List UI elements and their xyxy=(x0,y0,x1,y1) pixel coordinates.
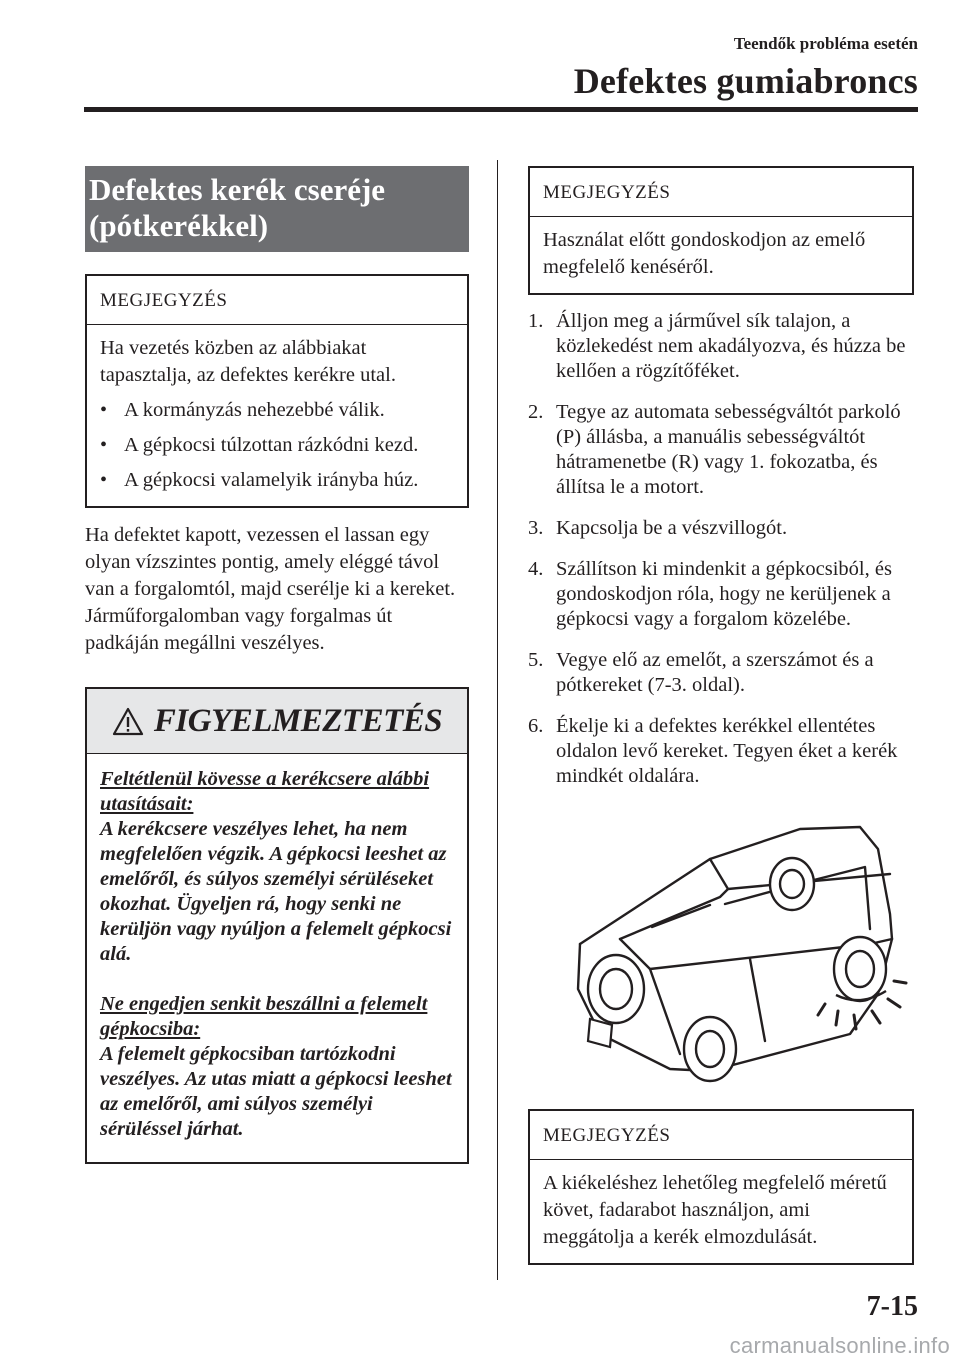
warning-box xyxy=(85,687,469,1164)
note-body: A kiékeléshez lehetőleg megfelelő méretű követ, fadarabot használjon, ami meggátolja a kerék elmozdulását. xyxy=(543,1172,887,1248)
bullet-text: A gépkocsi valamelyik irányba húz. xyxy=(124,469,419,491)
note-box-jack xyxy=(528,166,914,295)
warning-header xyxy=(87,689,467,754)
bullet-dot-icon: • xyxy=(100,399,108,421)
note-box-chock xyxy=(528,1109,914,1265)
bullet-item xyxy=(100,397,454,424)
column-divider xyxy=(497,160,498,1280)
section-title xyxy=(85,166,469,252)
note-heading: MEGJEGYZÉS xyxy=(87,276,467,325)
warning-text-2: A felemelt gépkocsiban tartózkodni veszélyes. Az utas miatt a gépkocsi leeshet az emelőről, ami súlyos személyi sérüléssel járhat. xyxy=(100,1043,452,1140)
note-intro: Ha vezetés közben az alábbiakat tapasztalja, az defektes kerékre utal. xyxy=(100,337,396,386)
section-title-line-2: (pótkerékkel) xyxy=(89,208,269,243)
body-paragraph: Ha defektet kapott, vezessen el lassan egy olyan vízszintes pontig, amely eléggé távol van a forgalomtól, majd cserélje ki a kereket. Járműforgalomban vagy forgalmas út padkáján megállni veszélyes. xyxy=(85,524,456,654)
left-column xyxy=(85,166,469,1164)
bullet-text: A kormányzás nehezebbé válik. xyxy=(124,399,385,421)
step-item: 3. Kapcsolja be a vészvillogót. xyxy=(528,517,788,539)
step-item: 4. Szállítson ki mindenkit a gépkocsiból, és gondoskodjon róla, hogy ne kerüljenek a gépkocsi vagy a forgalom közelébe. xyxy=(528,558,892,630)
watermark: carmanualsonline.info xyxy=(729,1333,950,1358)
step-item: 5. Vegye elő az emelőt, a szerszámot és a pótkereket (7-3. oldal). xyxy=(528,649,874,696)
note-heading: MEGJEGYZÉS xyxy=(530,1111,912,1160)
section-title-line-1: Defektes kerék cseréje xyxy=(89,172,386,207)
header-rule xyxy=(84,107,918,112)
warning-title: FIGYELMEZTETÉS xyxy=(153,702,443,739)
bullet-item xyxy=(100,467,454,494)
page-number: 7-15 xyxy=(866,1291,918,1322)
warning-subheading-1: Feltétlenül kövesse a kerékcsere alábbi utasításait: xyxy=(100,768,430,815)
step-list xyxy=(528,309,914,789)
car-wheel-chock-illustration xyxy=(560,819,910,1089)
warning-triangle-icon xyxy=(112,707,144,736)
note-box-symptoms xyxy=(85,274,469,508)
header-subtitle: Teendők probléma esetén xyxy=(733,34,918,53)
bullet-dot-icon: • xyxy=(100,434,108,456)
step-item: 2. Tegye az automata sebességváltót parkoló (P) állásba, a manuális sebességváltót hátramenetbe (R) vagy 1. fokozatba, és állítsa le a motort. xyxy=(528,401,901,498)
bullet-dot-icon: • xyxy=(100,469,108,491)
note-body xyxy=(87,325,467,506)
step-item: 6. Ékelje ki a defektes kerékkel ellentétes oldalon levő kereket. Tegyen éket a kerék mindkét oldalára. xyxy=(528,715,898,787)
note-heading: MEGJEGYZÉS xyxy=(530,168,912,217)
warning-text-1: A kerékcsere veszélyes lehet, ha nem megfelelően végzik. A gépkocsi leeshet az emelőről, és súlyos személyi sérüléseket okozhat. Ügyeljen rá, hogy senki ne kerüljön vagy nyúljon a felemelt gépkocsi alá. xyxy=(100,818,452,965)
note-body: Használat előtt gondoskodjon az emelő megfelelő kenéséről. xyxy=(543,229,866,278)
step-item: 1. Álljon meg a járművel sík talajon, a közlekedést nem akadályozva, és húzza be kellően a rögzítőféket. xyxy=(528,310,906,382)
right-column xyxy=(528,166,914,1279)
bullet-item xyxy=(100,432,454,459)
warning-body xyxy=(87,754,467,1162)
bullet-text: A gépkocsi túlzottan rázkódni kezd. xyxy=(124,434,419,456)
header-title: Defektes gumiabroncs xyxy=(573,61,918,101)
warning-subheading-2: Ne engedjen senkit beszállni a felemelt gépkocsiba: xyxy=(100,993,428,1040)
